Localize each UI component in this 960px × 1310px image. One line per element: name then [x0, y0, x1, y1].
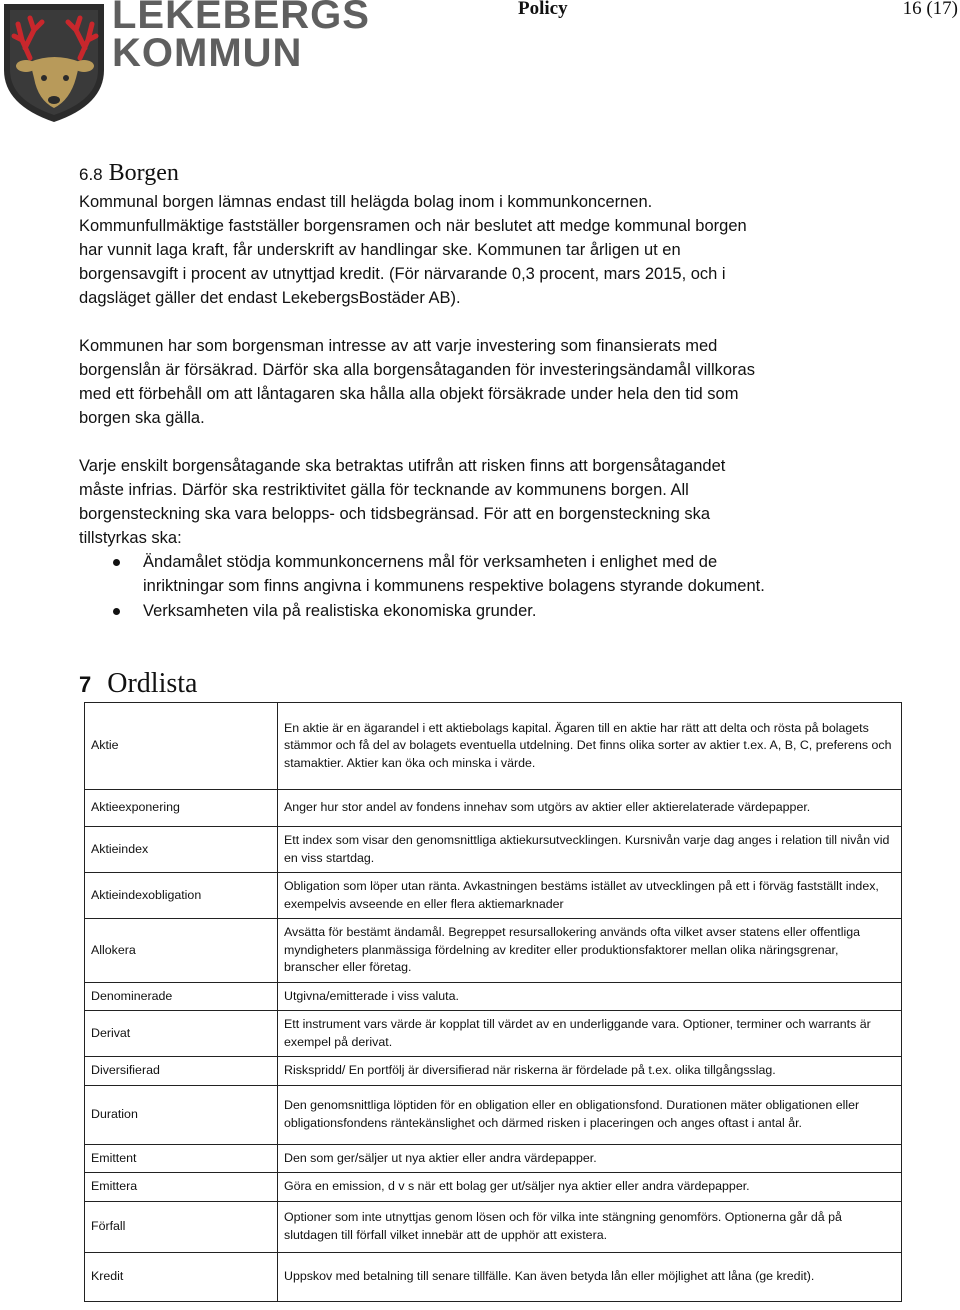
bullet-icon	[113, 559, 120, 566]
table-row	[85, 1057, 902, 1086]
chapter-number: 7	[79, 672, 92, 697]
table-row	[85, 1201, 902, 1252]
glossary-term: Emittera	[85, 1173, 278, 1202]
bullet-item	[79, 599, 769, 623]
glossary-table	[84, 702, 902, 1302]
section-borgen	[79, 158, 769, 623]
glossary-definition: Utgivna/emitterade i viss valuta.	[278, 982, 902, 1011]
glossary-term: Duration	[85, 1085, 278, 1144]
table-row	[85, 873, 902, 919]
crest-icon	[0, 0, 110, 125]
glossary-definition: Göra en emission, d v s när ett bolag ger ut/säljer nya aktier eller andra värdepapper.	[278, 1173, 902, 1202]
table-row	[85, 1252, 902, 1301]
glossary-term: Diversifierad	[85, 1057, 278, 1086]
table-row	[85, 1085, 902, 1144]
logo-text-line2: KOMMUN	[112, 31, 303, 75]
glossary-term: Förfall	[85, 1201, 278, 1252]
bullet-icon	[113, 608, 120, 615]
glossary-definition: Den genomsnittliga löptiden för en obligation eller en obligationsfond. Durationen mäter obligationen eller obligationsfondens räntekänslighet och därmed risken i placeringen och anges oftast i antal år.	[278, 1085, 902, 1144]
glossary-definition: Avsätta för bestämt ändamål. Begreppet resursallokering används ofta vilket avser statens eller offentliga myndigheters planmässiga fördelning av krediter eller produktionsfaktorer mellan olika näringsgrenar, branscher eller företag.	[278, 919, 902, 983]
chapter-heading	[79, 668, 197, 700]
glossary-term: Allokera	[85, 919, 278, 983]
chapter-title: Ordlista	[107, 668, 198, 699]
glossary-definition: Obligation som löper utan ränta. Avkastningen bestäms istället av utvecklingen på ett i förväg fastställt index, exempelvis avseende en eller flera aktiemarknader	[278, 873, 902, 919]
bullet-list	[79, 550, 769, 623]
glossary-term: Derivat	[85, 1011, 278, 1057]
logo-text	[112, 0, 370, 75]
table-row	[85, 790, 902, 827]
paragraph: Kommunen har som borgensman intresse av att varje investering som finansierats med borgenslån är försäkrad. Därför ska alla borgensåtaganden för investeringsändamål villkoras med ett förbehåll om att låntagaren ska hålla alla objekt försäkrade under hela den tid som borgen ska gälla.	[79, 337, 755, 427]
page-number: 16 (17)	[902, 0, 958, 19]
glossary-term: Aktieindexobligation	[85, 873, 278, 919]
table-row	[85, 982, 902, 1011]
bullet-item	[79, 550, 769, 598]
glossary-definition: En aktie är en ägarandel i ett aktiebolags kapital. Ägaren till en aktie har rätt att delta och rösta på bolagets stämmor och få del av bolagets eventuella utdelning. Det finns olika sorter av aktier t.ex. A, B, C, preferens och stamaktier. Aktier kan öka och minska i värde.	[278, 703, 902, 790]
glossary-definition: Uppskov med betalning till senare tillfälle. Kan även betyda lån eller möjlighet att låna (ge kredit).	[278, 1252, 902, 1301]
document-type: Policy	[518, 0, 568, 19]
paragraph: Varje enskilt borgensåtagande ska betraktas utifrån att risken finns att borgensåtagandet måste infrias. Därför ska restriktivitet gälla för tecknande av kommunens borgen. All borgensteckning ska vara belopps- och tidsbegränsad. För att en borgensteckning ska tillstyrkas ska:	[79, 457, 726, 547]
glossary-definition: Optioner som inte utnyttjas genom lösen och för vilka inte stängning genomförs. Optionerna går då på slutdagen till förfall vilket innebär att de upphör att existera.	[278, 1201, 902, 1252]
glossary-term: Kredit	[85, 1252, 278, 1301]
bullet-text: Ändamålet stödja kommunkoncernens mål för verksamheten i enlighet med de inriktningar som finns angivna i kommunens respektive bolagens styrande dokument.	[143, 553, 765, 595]
glossary-term: Aktieindex	[85, 827, 278, 873]
glossary-term: Denominerade	[85, 982, 278, 1011]
logo-text-line1: LEKEBERGS	[112, 0, 370, 37]
glossary-term: Aktie	[85, 703, 278, 790]
section-title: Borgen	[108, 160, 179, 186]
table-row	[85, 1144, 902, 1173]
municipality-logo	[0, 0, 370, 125]
table-row	[85, 1011, 902, 1057]
glossary-definition: Riskspridd/ En portfölj är diversifierad när riskerna är fördelade på t.ex. olika tillgångsslag.	[278, 1057, 902, 1086]
table-row	[85, 1173, 902, 1202]
bullet-text: Verksamheten vila på realistiska ekonomiska grunder.	[143, 602, 537, 620]
paragraph: Kommunal borgen lämnas endast till helägda bolag inom i kommunkoncernen. Kommunfullmäktige fastställer borgensramen och när beslutet att medge kommunal borgen har vunnit laga kraft, får underskrift av handlingar ske. Kommunen tar årligen ut en borgensavgift i procent av utnyttjad kredit. (För närvarande 0,3 procent, mars 2015, och i dagsläget gäller det endast LekebergsBostäder AB).	[79, 193, 747, 307]
glossary-term: Aktieexponering	[85, 790, 278, 827]
glossary-definition: Ett instrument vars värde är kopplat till värdet av en underliggande vara. Optioner, terminer och warrants är exempel på derivat.	[278, 1011, 902, 1057]
glossary-definition: Ett index som visar den genomsnittliga aktiekursutvecklingen. Kursnivån varje dag anges i relation till nivån vid en viss startdag.	[278, 827, 902, 873]
table-row	[85, 703, 902, 790]
section-heading	[79, 158, 769, 190]
glossary-term: Emittent	[85, 1144, 278, 1173]
glossary-definition: Den som ger/säljer ut nya aktier eller andra värdepapper.	[278, 1144, 902, 1173]
table-row	[85, 919, 902, 983]
glossary-definition: Anger hur stor andel av fondens innehav som utgörs av aktier eller aktierelaterade värdepapper.	[278, 790, 902, 827]
section-number: 6.8	[79, 165, 103, 184]
table-row	[85, 827, 902, 873]
